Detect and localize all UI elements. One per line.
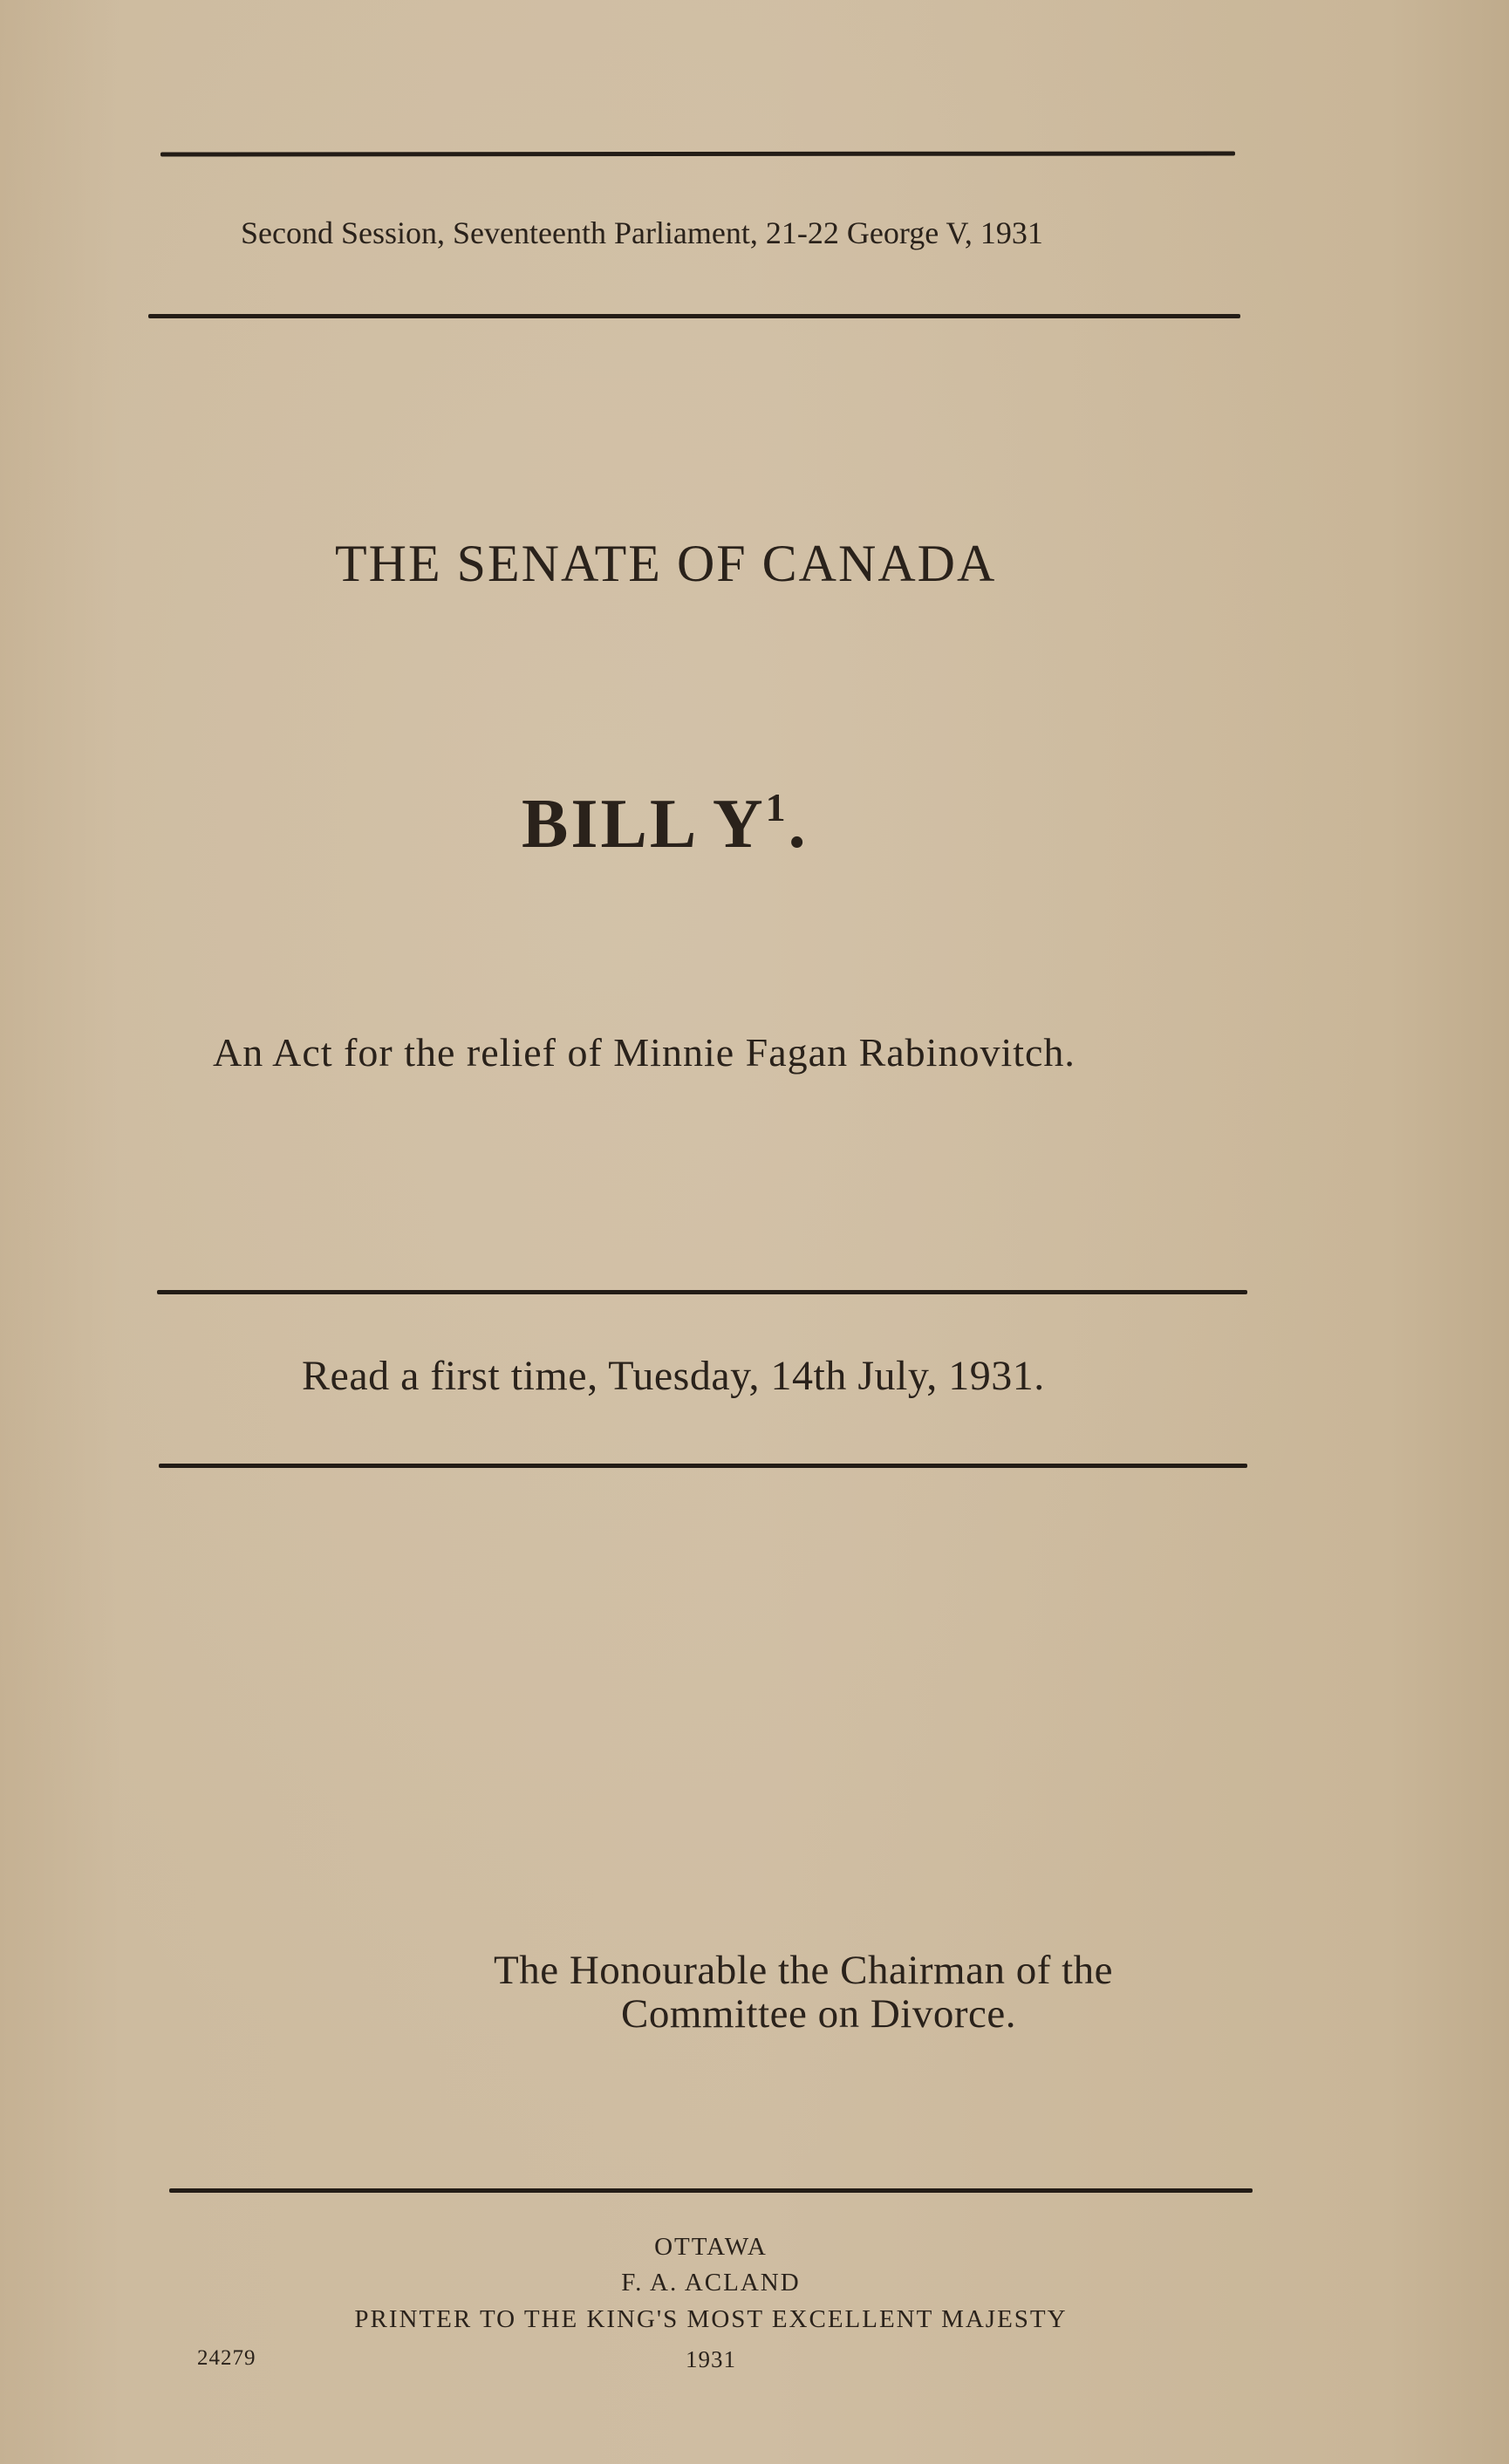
imprint-printer-title: PRINTER TO THE KING'S MOST EXCELLENT MAJESTY	[354, 2305, 1068, 2333]
imprint-rule	[169, 2188, 1253, 2193]
bill-title	[522, 785, 809, 864]
senate-title: THE SENATE OF CANADA	[335, 535, 997, 592]
document-number: 24279	[197, 2346, 256, 2370]
imprint-printer-name: F. A. ACLAND	[621, 2269, 801, 2297]
reading-top-rule	[157, 1290, 1247, 1294]
act-description: An Act for the relief of Minnie Fagan Rabinovitch.	[213, 1030, 1075, 1075]
sponsor-line-2: Committee on Divorce.	[621, 1991, 1016, 2037]
sponsor-block	[494, 1949, 1113, 2036]
top-rule	[160, 151, 1235, 156]
reading-bottom-rule	[159, 1464, 1247, 1468]
imprint-year: 1931	[686, 2346, 736, 2372]
bill-letter: BILL Y	[522, 786, 766, 863]
bill-period: .	[788, 786, 809, 863]
session-header: Second Session, Seventeenth Parliament, 21-22 George V, 1931	[241, 215, 1043, 250]
bill-superscript: 1	[765, 785, 789, 829]
sponsor-line-1: The Honourable the Chairman of the	[494, 1948, 1114, 1993]
imprint-city: OTTAWA	[654, 2233, 768, 2261]
header-bottom-rule	[148, 314, 1240, 318]
first-reading-line: Read a first time, Tuesday, 14th July, 1931.	[302, 1353, 1045, 1399]
